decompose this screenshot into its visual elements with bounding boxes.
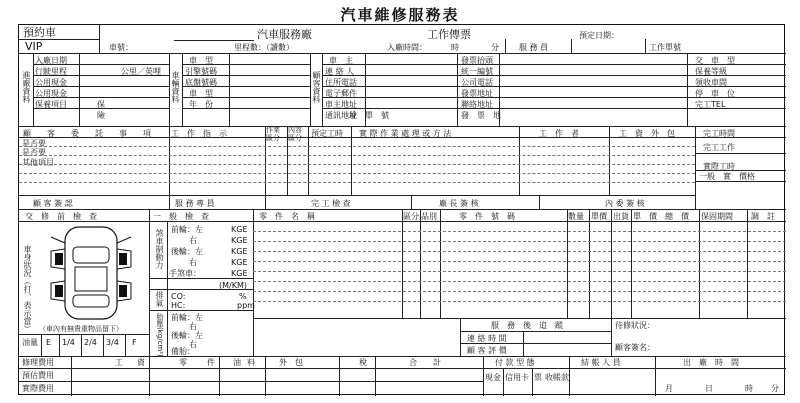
fuel-full: F [132,338,137,347]
fuel-label: 油量 [22,338,38,347]
piece-label: 件 [207,358,215,367]
company-phone: 公司電話 [461,78,493,87]
reserve-car-label: 預約車 [23,26,56,39]
type-header: 區分 [403,212,419,221]
worker-header: 工 作 者 [539,129,579,138]
exit-month: 月 [665,384,673,393]
repair-form [18,24,785,395]
actual-work-header: 實 際 作 業 處 理 或 方 法 [359,129,452,138]
oil-label: 油 [233,358,241,367]
owner-row-6: 通訊地址 [325,111,357,120]
work-ticket: 工作傳票 [427,28,471,41]
insurance-label-1: 保 [97,100,105,109]
kge-5: KGE [231,269,248,278]
kge-4: KGE [231,258,248,267]
customer-signature: 顧客簽名： [615,343,655,352]
entry-row-5: 保養項目 [35,100,67,109]
entry-side-label: 進廠資料 [22,71,31,103]
pre-repair-check-header: 交 修 前 檢 查 [25,212,97,221]
service-advisor: 服 務 員 [519,43,549,52]
actual-hours: 實際工時 [703,162,735,171]
shipment-header: 出貨 [613,212,629,221]
part-number-header: 零 件 號 碼 [459,212,515,221]
fuel-e: E [46,338,52,347]
car-row-2: 引擎號碼 [185,67,217,76]
parts-label: 零 [179,358,187,367]
car-row-1: 車 型 [189,56,213,65]
owner-row-3: 住所電話 [325,78,357,87]
remark-label: 發 票 地 [461,111,501,120]
brake-label: 煞車制動力 [155,229,164,269]
exit-time-label: 出 廠 時 間 [683,358,739,367]
car-status-label: 車身狀況（打、表示當） [23,245,32,333]
front-wheel-right: 右 [189,236,197,245]
owner-row-1: 車 主 [329,56,353,65]
delivery-type: 交 車 型 [695,56,735,65]
fuel-quarter: 1/4 [62,338,75,347]
work-instruction-header: 工 作 指 示 [171,129,227,138]
tax-label: 稅 單 號 [349,111,389,120]
payment-type-label: 付 款 型 態 [495,358,535,367]
exit-day: 日 [705,384,713,393]
estimate-cost: 預估費用 [22,371,54,380]
plate-label: 車號： [109,43,133,52]
tire-label: 胎壓(kg/cm²) [156,313,164,357]
pay-cash: 現金 [485,373,501,382]
outsource-label: 外 包 [279,358,303,367]
entry-row-2: 行駛里程 [35,67,67,76]
maintenance-level: 保養等級 [695,67,727,76]
arrival-label: 入廠時間： [387,43,427,52]
reserve-date: 預定日期： [579,31,619,40]
exhaust-label: 排氣 [155,291,164,307]
general-check-header: 一 般 檢 查 [153,212,209,221]
fee-label: 資 [137,358,145,367]
completion-check: 完 工 檢 查 [311,199,351,208]
hc-label: HC: [171,301,186,310]
front-wheel-left: 前輪：左 [171,225,203,234]
vip-label: VIP [25,40,43,53]
unit-label: 公里／英哩 [121,67,161,76]
part-name-header: 零 件 名 稱 [259,212,315,221]
customer-request-header: 顧 客 委 託 事 項 [23,129,151,138]
service-follow-up: 服 務 後 追 蹤 [491,321,563,330]
waiting-status: 待修狀況： [615,321,655,330]
tire-front-left: 前輪：左 [171,313,203,322]
hour-label: 時 [451,43,459,52]
hand-brake: 手煞車： [169,269,201,278]
request-row-1: 是否要 [22,139,46,148]
estimated-hours-header: 預定工時 [311,129,343,138]
tire-front-right: 右 [189,322,197,331]
form-title: 汽車維修服務表 [340,6,460,24]
exit-hour: 時 [745,384,753,393]
actual-cost: 實際費用 [22,384,54,393]
quality-header: 品別 [421,212,437,221]
total-price-header: 單 價 總 價 [633,212,689,221]
content-type-header: 內容區分 [288,126,302,142]
pay-credit: 信用卡 [505,373,529,382]
fuel-half: 2/4 [84,338,97,347]
customer-sign-off: 顧 客 簽 認 [33,199,73,208]
kge-2: KGE [231,236,248,245]
complete-time: 完工時間 [703,129,735,138]
rear-wheel-right: 右 [189,258,197,267]
entry-row-3: 公用現金 [35,78,67,87]
request-row-2: 是否要 [22,148,46,157]
invoice-address: 發票地址 [461,89,493,98]
co-label: CO: [171,292,186,301]
owner-row-2: 連 絡 人 [325,67,355,76]
entry-row-1: 入廠日期 [35,56,67,65]
complete-tel: 完工TEL [695,100,726,109]
owner-row-4: 電子郵件 [325,89,357,98]
car-diagram [37,223,145,323]
minute-label: 分 [491,43,499,52]
exit-minute: 分 [771,384,779,393]
complete-work: 完工工作 [703,143,735,152]
labor-outsource-header: 工 資 外 包 [619,129,675,138]
request-row-3: 其他項目 [22,158,54,167]
parking-spot: 停 車 位 [695,89,735,98]
manager-approval: 廠 長 簽 核 [439,199,479,208]
valuables-note: （車內有無貴重物品留下） [39,325,123,333]
car-side-label: 車輛資料 [171,71,180,103]
kge-1: KGE [231,225,248,234]
pay-check: 票 [534,373,542,382]
owner-side-label: 顧客資料 [312,71,321,103]
total-label: 合 計 [409,358,441,367]
mileage-label: 里程數：（讀數） [234,43,294,52]
repair-cost-label: 修理費用 [22,358,54,367]
tax-fee-label: 稅 [359,358,367,367]
contact-time: 連 絡 時 間 [467,334,507,343]
tire-rear-right: 右 [189,340,197,349]
actual-price: 一般 實 價格 [699,172,755,181]
tire-rear-left: 後輪：左 [171,331,203,340]
cashier-label: 結 帳 人 員 [581,358,621,367]
warranty-header: 保固期間 [701,212,733,221]
contact-address: 聯絡地址 [461,100,493,109]
insurance-label-2: 險 [97,111,105,120]
rear-wheel-left: 後輪：左 [171,247,203,256]
car-row-4: 車 型 [189,89,213,98]
hc-unit: ppm [237,301,255,310]
job-type-header: 作業區分 [266,126,280,142]
material-label: 料 [247,358,255,367]
car-row-3: 底盤號碼 [185,78,217,87]
shop-name: 汽車服務廠 [257,28,312,41]
car-row-5: 年 份 [189,100,213,109]
speed-unit: (M/KM) [219,281,247,290]
customer-review: 顧 客 評 價 [467,346,507,355]
invoice-title: 發票抬頭 [461,56,493,65]
labor-label: 工 [115,358,123,367]
work-number: 工作單號 [649,43,681,52]
service-specialist: 服 務 專 員 [175,199,215,208]
kge-3: KGE [231,247,248,256]
fuel-three-quarter: 3/4 [106,338,119,347]
owner-row-5: 車主地址 [325,100,357,109]
pay-receivable: 收帳款 [545,373,569,382]
entry-row-4: 公用現金 [35,89,67,98]
receive-room: 領收車間 [695,78,727,87]
co-unit: % [239,292,247,301]
spare-tire: 備胎： [171,347,195,356]
remark-header: 調 註 [751,212,775,221]
internal-approval: 內 委 簽 核 [605,199,645,208]
tax-id: 統一編號 [461,67,493,76]
unit-price-header: 單價 [591,212,607,221]
qty-header: 數量 [568,212,584,221]
